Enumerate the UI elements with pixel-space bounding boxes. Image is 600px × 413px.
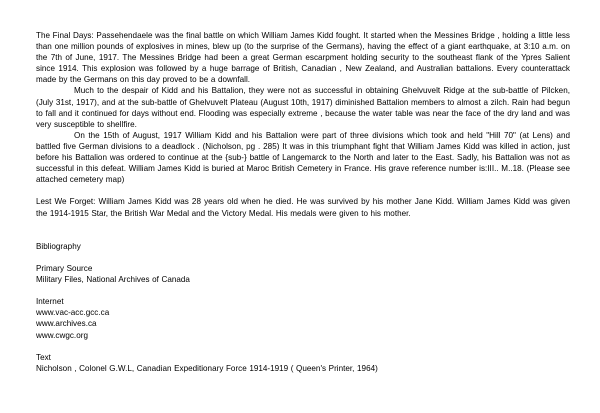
primary-source-entry: Military Files, National Archives of Canada: [36, 275, 190, 285]
internet-url-archives: www.archives.ca: [36, 319, 97, 329]
primary-source-heading: Primary Source: [36, 263, 93, 273]
bibliography-heading: Bibliography: [36, 241, 81, 251]
text-heading: Text: [36, 352, 51, 362]
paragraph-final-days: The Final Days: Passehendaele was the final battle on which William James Kidd fought. It started when the Messines Bridge , holding a little less than one million pounds of explosives in mines, blew up (to the surprise of the Germans), having the effect of a giant earthquake, at 3:10 a.m. on the 7th of June, 1917. The Messines Bridge had been a great German escarpment holding security to the southeast flank of the Ypres Salient since 1914. This explosion was followed by a huge barrage of British, Canadian , New Zealand, and Australian battalions. Every counterattack made by the Germans on this day proved to be a downfall.: [36, 31, 570, 85]
bibliography-section: [36, 241, 570, 374]
paragraph-hill-70: On the 15th of August, 1917 William Kidd and his Battalion were part of three divisions which took and held "Hill 70" (at Lens) and battled five German divisions to a deadlock . (Nicholson, pg . 285) It was in this triumphant fight that William James Kidd was killed in action, just before his Battalion was ordered to continue at the {sub-} battle of Langemarck to the North and later to the East. Sadly, his Battalion was not as successful in this defeat. William James Kidd is buried at Maroc British Cemetery in France. His grave reference number is:III.. M..18. (Please see attached cemetery map): [36, 130, 570, 185]
bibliography-gap-2: [36, 285, 570, 296]
internet-heading: Internet: [36, 297, 64, 307]
internet-url-vac: www.vac-acc.gcc.ca: [36, 308, 110, 318]
paragraph-despair-of-kidd: Much to the despair of Kidd and his Battalion, they were not as successful in obtaining Ghelvuvelt Ridge at the sub-battle of Pilcken, (July 31st, 1917), and at the sub-battle of Ghelvuvelt Plateau (August 10th, 1917) diminished Battalion members to almost a zilch. Rain had begun to fall and it continued for days without end. Flooding was especially extreme , because the water table was near the face of the dry land and was very susceptible to shellfire.: [36, 86, 570, 129]
bibliography-gap-3: [36, 341, 570, 352]
document-body: [36, 30, 570, 374]
paragraph-spacer: [36, 185, 570, 196]
bibliography-spacer-top-2: [36, 230, 570, 241]
bibliography-gap-1: [36, 252, 570, 263]
text-entry-nicholson: Nicholson , Colonel G.W.L, Canadian Expeditionary Force 1914-1919 ( Queen's Printer, 1964): [36, 363, 378, 373]
bibliography-spacer-top: [36, 219, 570, 230]
paragraph-lest-we-forget: Lest We Forget: William James Kidd was 28 years old when he died. He was survived by his mother Jane Kidd. William James Kidd was given the 1914-1915 Star, the British War Medal and the Victory Medal. His medals were given to his mother.: [36, 197, 570, 218]
internet-url-cwgc: www.cwgc.org: [36, 330, 88, 340]
